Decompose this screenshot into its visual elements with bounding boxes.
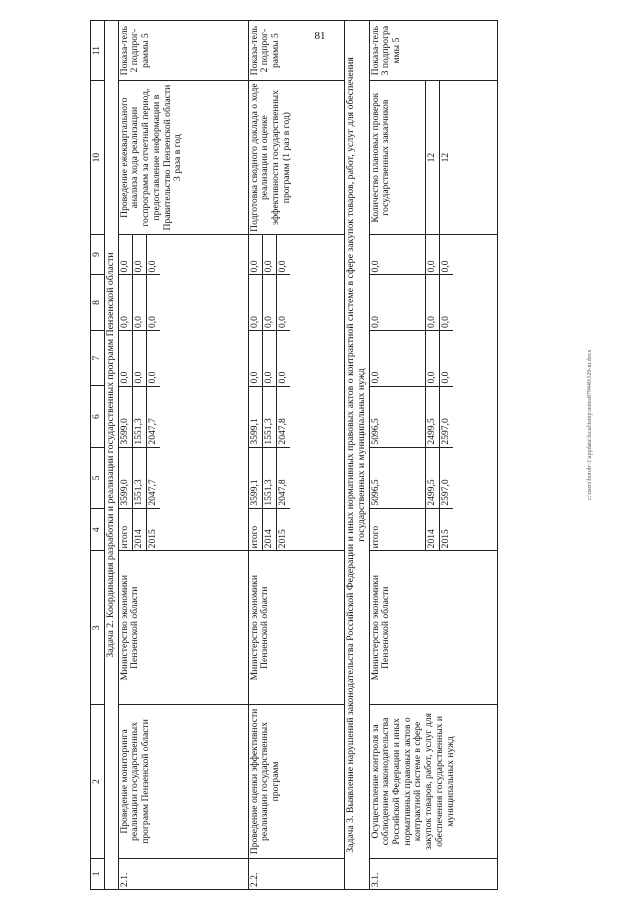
value-cell: 0,0: [426, 275, 440, 331]
finance-block: [118, 234, 248, 550]
value-cell: 0,0: [440, 260, 452, 273]
value-cell: 0,0: [370, 235, 426, 275]
finance-block: [248, 234, 344, 550]
table-row: [369, 21, 497, 890]
row-number: 3.1.: [369, 858, 497, 889]
page-number: 81: [314, 30, 326, 42]
col-header: 7: [91, 330, 105, 386]
activity-name: Осуществление контроля за соблюдением законодательства Российской Федерации и иных нормативных правовых актов о контрактной системе в сфере закупок товаров, работ, услуг для обеспечения государственных и муниципальных нужд: [369, 705, 497, 859]
row-number: 2.1.: [118, 858, 248, 889]
indicator: Подготовка сводного доклада о ходе реализации и оценке эффективности государственных программ (1 раз в год): [248, 81, 344, 235]
value-cell: 0,0: [426, 235, 440, 275]
indicator: Количество плановых проверок государственных заказчиков: [370, 81, 426, 234]
indicator-link: Показа-тель 2 подпрог-раммы 5: [118, 21, 248, 81]
col-header: 1: [91, 858, 105, 889]
value-cell: 2597,0: [440, 447, 454, 508]
col-header: 3: [91, 551, 105, 705]
period-year: 2014: [132, 508, 146, 550]
value-cell: 1551,3: [262, 447, 276, 508]
value-cell: 0,0: [132, 331, 146, 387]
value-cell: 0,0: [249, 275, 263, 331]
value-cell: 0,0: [276, 331, 290, 387]
value-cell: 5096,5: [370, 447, 426, 508]
indicator-link: Показа-тель 3 подпрогра ммы 5: [369, 21, 497, 81]
value-cell: 0,0: [262, 235, 276, 275]
value-cell: 0,0: [249, 235, 263, 275]
activity-name: Проведение мониторинга реализации государственных программ Пензенской области: [118, 705, 248, 859]
value-cell: 1551,3: [132, 447, 146, 508]
indicator: Проведение ежеквартального анализа хода реализации госпрограмм за отчетный период, предоставление информации в Правительство Пензенской области 3 раза в год: [118, 81, 248, 235]
value-cell: 0,0: [440, 275, 454, 331]
task-row: [344, 21, 369, 890]
period-year: 2015: [276, 508, 290, 550]
value-cell: 2047,8: [276, 386, 290, 447]
col-header: 6: [91, 386, 105, 447]
value-cell: 0,0: [146, 260, 158, 273]
finance-block: [369, 234, 497, 550]
column-number-row: [91, 21, 105, 890]
value-cell: 0,0: [440, 331, 454, 387]
table-row: [118, 21, 248, 890]
period-year: 2014: [426, 508, 440, 550]
value-cell: 5096,5: [370, 386, 426, 447]
value-cell: 2499,5: [426, 447, 440, 508]
executor: Министерство экономики Пензенской области: [248, 551, 344, 705]
value-cell: 1551,3: [262, 386, 276, 447]
col-header: 10: [91, 81, 105, 235]
period-year: итого: [119, 508, 133, 550]
value-cell: 3599,1: [249, 386, 263, 447]
value-cell: 0,0: [119, 331, 133, 387]
indicator-link: Показа-тель 2 подпрог-раммы 5: [248, 21, 344, 81]
value-cell: 0,0: [249, 331, 263, 387]
value-cell: 2047,8: [276, 447, 290, 508]
value-cell: 3599,0: [119, 386, 133, 447]
period-year: итого: [249, 508, 263, 550]
col-header: 11: [91, 21, 105, 81]
value-cell: 3599,1: [249, 447, 263, 508]
value-cell: 0,0: [426, 331, 440, 387]
col-header: 8: [91, 275, 105, 331]
col-header: 4: [91, 509, 105, 551]
col-header: 9: [91, 234, 105, 274]
table-row: [248, 21, 344, 890]
value-cell: 2047,7: [146, 447, 160, 508]
rotated-table-container: [90, 20, 600, 890]
executor: Министерство экономики Пензенской области: [369, 551, 497, 705]
period-year: итого: [370, 508, 426, 550]
value-cell: 0,0: [132, 235, 146, 275]
value-cell: 0,0: [276, 260, 288, 273]
value-cell: 0,0: [370, 331, 426, 387]
value-cell: 2499,5: [426, 386, 440, 447]
value-cell: 0,0: [146, 331, 160, 387]
col-header: 5: [91, 447, 105, 508]
task2-heading: Задача 2. Координация разработки и реализации государственных программ Пензенской области: [104, 21, 118, 890]
value-cell: 3599,0: [119, 447, 133, 508]
value-cell: 0,0: [132, 275, 146, 331]
value-cell: 2047,7: [146, 386, 160, 447]
indicator-block: [369, 81, 497, 235]
period-year: 2014: [262, 508, 276, 550]
period-year: 2015: [440, 508, 454, 550]
activity-name: Проведение оценки эффективности реализации государственных программ: [248, 705, 344, 859]
value-cell: 0,0: [146, 275, 160, 331]
period-year: 2015: [146, 508, 160, 550]
indicator-value: 12: [426, 81, 440, 234]
value-cell: 0,0: [119, 235, 133, 275]
value-cell: 2597,0: [440, 386, 454, 447]
value-cell: 0,0: [276, 275, 290, 331]
value-cell: 1551,3: [132, 386, 146, 447]
program-table: [90, 20, 498, 890]
col-header: 2: [91, 705, 105, 859]
indicator-value: 12: [440, 152, 452, 163]
footer-path: c:\users\borob~1\appdata\local\temp\notes879440\520-ш.docx: [587, 349, 593, 500]
value-cell: 0,0: [370, 275, 426, 331]
value-cell: 0,0: [262, 275, 276, 331]
executor: Министерство экономики Пензенской области: [118, 551, 248, 705]
task3-heading: Задача 3. Выявление нарушений законодательства Российской Федерации и иных нормативных правовых актов о контрактной системе в сфере закупок товаров, работ, услуг для обеспечения государственных и муниципальных нужд: [344, 21, 369, 890]
value-cell: 0,0: [119, 275, 133, 331]
task-row: [104, 21, 118, 890]
value-cell: 0,0: [262, 331, 276, 387]
row-number: 2.2.: [248, 858, 344, 889]
